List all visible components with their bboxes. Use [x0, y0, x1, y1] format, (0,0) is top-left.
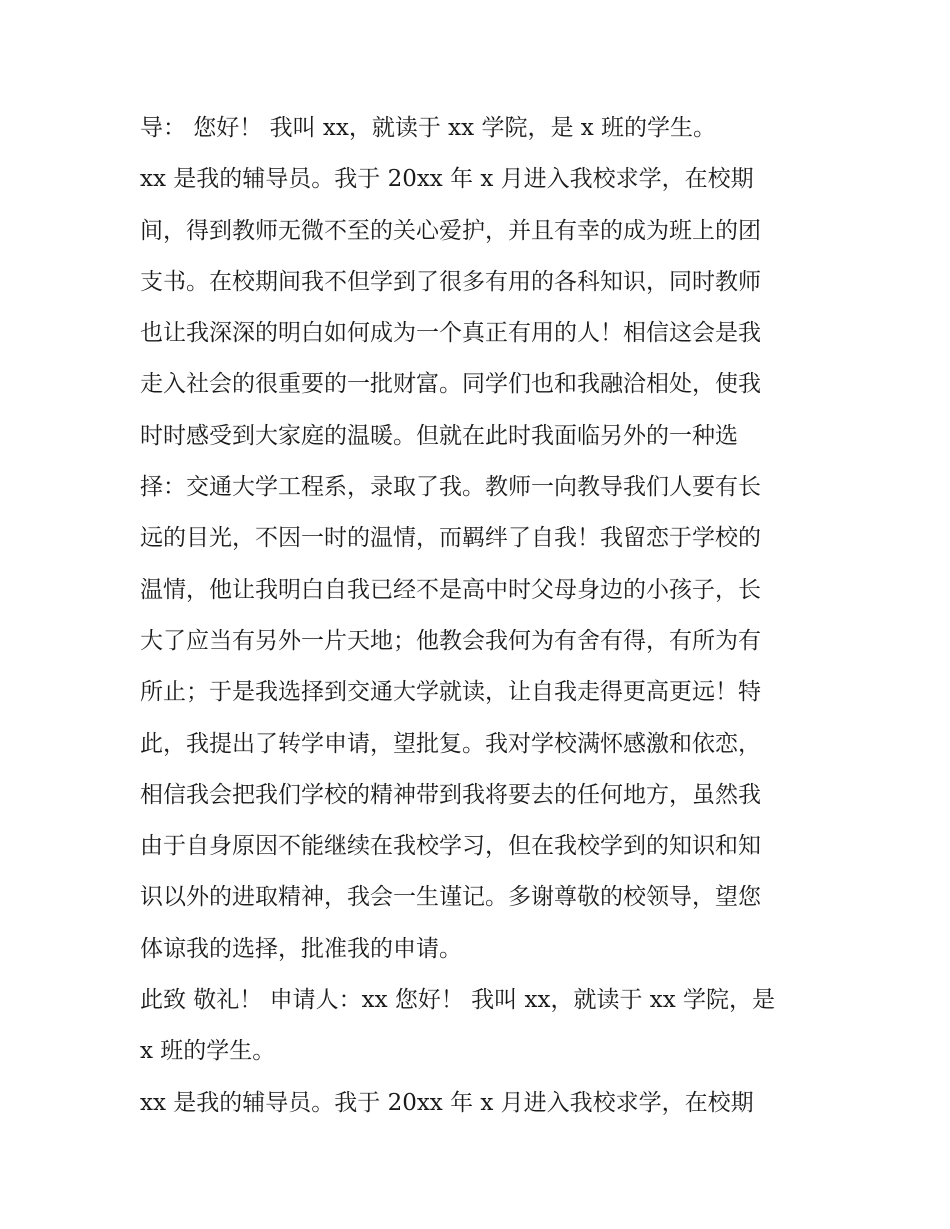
- text-line: xx 是我的辅导员。我于 20xx 年 x 月进入我校求学，在校期: [140, 166, 754, 193]
- text-line: 支书。在校期间我不但学到了很多有用的各科知识，同时教师: [140, 268, 761, 295]
- letter-body: [140, 103, 820, 1129]
- text-line: 识以外的进取精神，我会一生谨记。多谢尊敬的校领导，望您: [140, 884, 761, 911]
- text-line: x 班的学生。: [140, 1038, 276, 1065]
- text-line: 大了应当有另外一片天地；他教会我何为有舍有得，有所为有: [140, 627, 761, 654]
- text-line: 远的目光，不因一时的温情，而羁绊了自我！我留恋于学校的: [140, 525, 761, 552]
- text-line: 温情，他让我明白自我已经不是高中时父母身边的小孩子，长: [140, 576, 761, 603]
- text-line: 间，得到教师无微不至的关心爱护，并且有幸的成为班上的团: [140, 217, 761, 244]
- text-line: 也让我深深的明白如何成为一个真正有用的人！相信这会是我: [140, 320, 761, 347]
- text-line: 此，我提出了转学申请，望批复。我对学校满怀感激和依恋，: [140, 730, 761, 757]
- text-line: 体谅我的选择，批准我的申请。: [140, 935, 462, 962]
- text-line: 时时感受到大家庭的温暖。但就在此时我面临另外的一种选: [140, 422, 738, 449]
- text-line: 导： 您好！ 我叫 xx，就读于 xx 学院，是 x 班的学生。: [140, 115, 717, 141]
- text-line: xx 是我的辅导员。我于 20xx 年 x 月进入我校求学，在校期: [140, 1089, 754, 1116]
- text-line: 由于自身原因不能继续在我校学习，但在我校学到的知识和知: [140, 833, 761, 860]
- text-line: 所止；于是我选择到交通大学就读，让自我走得更高更远！特: [140, 679, 761, 706]
- text-line: 走入社会的很重要的一批财富。同学们也和我融洽相处，使我: [140, 371, 761, 398]
- text-line: 择：交通大学工程系，录取了我。教师一向教导我们人要有长: [140, 474, 761, 501]
- text-line: 相信我会把我们学校的精神带到我将要去的任何地方，虽然我: [140, 781, 761, 808]
- text-line: 此致 敬礼！ 申请人：xx 您好！ 我叫 xx，就读于 xx 学院，是: [140, 987, 776, 1014]
